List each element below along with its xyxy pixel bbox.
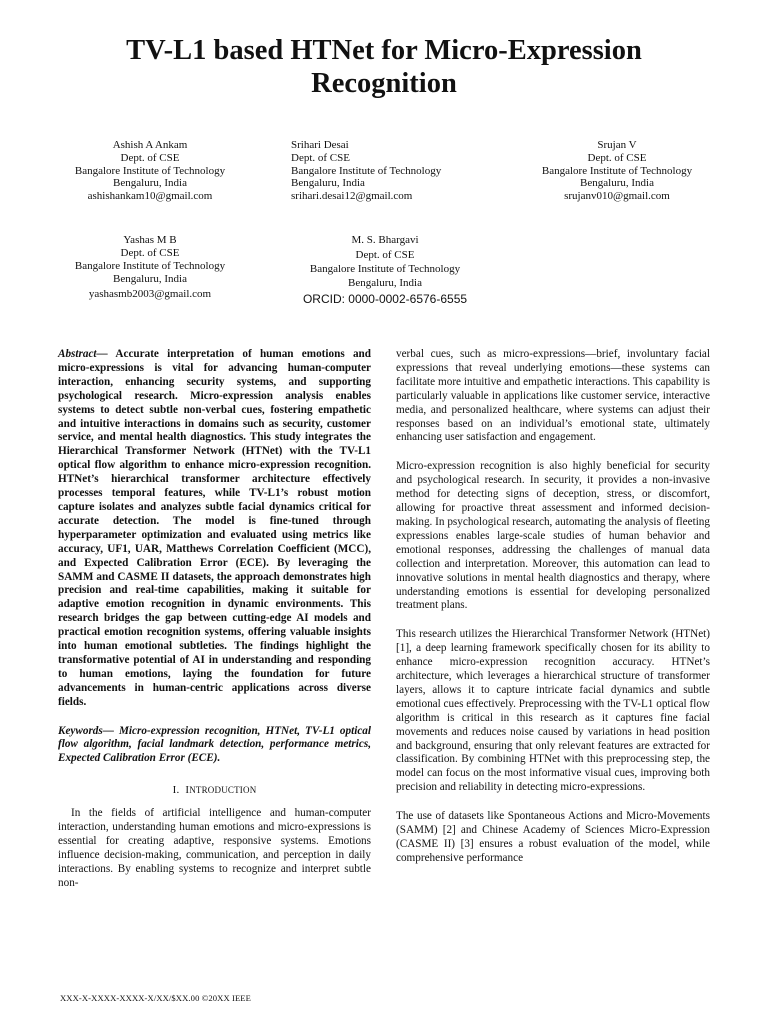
- author-dept: Dept. of CSE: [120, 247, 180, 259]
- author-email: ashishankam10@gmail.com: [87, 190, 213, 203]
- body-paragraph: The use of datasets like Spontaneous Actions and Micro-Movements (SAMM) [2] and Chinese Academy of Sciences Micro-Expression (CASME II) [3] ensures a robust evaluation of the model, while comprehensive performance: [396, 810, 710, 864]
- author-dept: Dept. of CSE: [120, 151, 180, 164]
- left-column: [58, 348, 371, 891]
- author-city: Bengaluru, India: [291, 177, 365, 190]
- author-institution: Bangalore Institute of Technology: [291, 164, 442, 177]
- author-block-1: [55, 139, 245, 203]
- right-column: [396, 348, 710, 866]
- section-number: I.: [172, 784, 180, 797]
- author-institution: Bangalore Institute of Technology: [309, 263, 461, 276]
- section-rest: NTRODUCTION: [189, 785, 257, 796]
- paper-title: TV-L1 based HTNet for Micro-Expression Recognition: [126, 35, 642, 99]
- author-block-4: [55, 234, 245, 301]
- author-institution: Bangalore Institute of Technology: [74, 164, 226, 177]
- body-paragraph: This research utilizes the Hierarchical Transformer Network (HTNet) [1], a deep learning framework specifically chosen for its ability to enhance micro-expression recognition accuracy. HTNet’s architecture, which leverages a hierarchical structure of transformer layers, allows it to capture intricate facial dynamics and subtle emotional cues effectively. Preprocessing with the TV-L1 optical flow algorithm is critical in this research as it captures fine facial movements and reduces noise caused by variations in head position and background, ensuring that only relevant features are extracted for classification. By combining HTNet with this preprocessing step, the model can focus on the most informative visual cues, improving both precision and reliability in detecting micro-expressions.: [396, 628, 710, 794]
- author-dept: Dept. of CSE: [355, 249, 415, 262]
- author-institution: Bangalore Institute of Technology: [541, 164, 693, 177]
- author-block-2: [291, 139, 491, 203]
- author-orcid: ORCID: 0000-0002-6576-6555: [302, 291, 468, 306]
- section-heading-introduction: [58, 784, 371, 798]
- keywords-label: Keywords—: [58, 724, 114, 737]
- body-paragraph: Micro-expression recognition is also highly beneficial for security and psychological research. In security, it provides a non-invasive method for detecting signs of deception, stress, or discomfort, allowing for proactive threat assessment and informed decision-making. In psychological research, automating the analysis of fleeting expressions enables large-scale studies of human behavior and emotional responses, addressing the challenges of manual data collection and interpretation. Moreover, this automation can lead to innovative solutions in mental health diagnostics and therapy, where understanding emotions is essential for developing personalized treatment plans.: [396, 460, 710, 612]
- author-block-5: [290, 234, 480, 306]
- abstract-text: Accurate interpretation of human emotions and micro-expressions is vital for advancing human-computer interaction, enhancing security systems, and supporting psychological research. Micro-expression analysis enables systems to detect subtle non-verbal cues, fostering empathetic and intuitive interactions in domains such as security, customer service, and mental health diagnostics. This study integrates the Hierarchical Transformer Network (HTNet) with the TV-L1 optical flow algorithm to enhance micro-expression recognition. HTNet’s hierarchical transformer architecture effectively processes temporal features, while TV-L1’s robust motion capture isolates and analyzes subtle facial dynamics critical for accurate detection. The model is fine-tuned through hyperparameter optimization and evaluated using metrics like accuracy, UF1, UAR, Matthews Correlation Coefficient (MCC), and Expected Calibration Error (ECE). By leveraging the SAMM and CASME II datasets, the approach demonstrates high precision and real-time capabilities, making it suitable for adaptive emotion recognition in dynamic environments. This research bridges the gap between cutting-edge AI models and practical emotion recognition systems, offering valuable insights into human emotional subtleties. The findings highlight the transformative potential of AI in understanding and responding to human emotions, laying the foundation for future advancements in human-centric applications across diverse fields.: [58, 348, 371, 708]
- author-city: Bengaluru, India: [348, 276, 422, 289]
- author-email: srihari.desai12@gmail.com: [291, 190, 413, 203]
- author-name: M. S. Bhargavi: [351, 234, 419, 246]
- author-name: Ashish A Ankam: [112, 139, 188, 151]
- author-block-3: [522, 139, 712, 203]
- author-city: Bengaluru, India: [113, 273, 187, 285]
- abstract: [58, 348, 371, 710]
- author-dept: Dept. of CSE: [291, 151, 350, 164]
- author-name: Srihari Desai: [291, 139, 349, 151]
- section-initial: I: [185, 784, 190, 797]
- author-dept: Dept. of CSE: [587, 151, 647, 164]
- intro-paragraph: In the fields of artificial intelligence and human-computer interaction, understanding human emotions and micro-expressions is essential for creating adaptive, responsive systems. Emotions influence decision-making, communication, and perception in daily interactions. By enabling systems to recognize and interpret subtle non-: [58, 807, 371, 889]
- author-institution: Bangalore Institute of Technology: [74, 260, 226, 272]
- keywords: [58, 725, 371, 767]
- author-name: Yashas M B: [123, 234, 177, 246]
- author-email: yashasmb2003@gmail.com: [88, 288, 212, 300]
- copyright-footer: XXX-X-XXXX-XXXX-X/XX/$XX.00 ©20XX IEEE: [60, 993, 252, 1003]
- body-paragraph: verbal cues, such as micro-expressions—brief, involuntary facial expressions that reveal underlying emotions—these systems can facilitate more intuitive and empathetic interactions. This capability is particularly valuable in applications like customer service, interactive media, and personalized healthcare, where systems can adjust their responses based on an individual’s emotional state, ultimately enhancing user satisfaction and engagement.: [396, 348, 710, 444]
- keywords-text: Micro-expression recognition, HTNet, TV-L1 optical flow algorithm, facial landmark detection, performance metrics, Expected Calibration Error (ECE).: [58, 724, 371, 765]
- author-email: srujanv010@gmail.com: [564, 190, 670, 203]
- author-city: Bengaluru, India: [113, 177, 187, 190]
- abstract-label: Abstract—: [58, 348, 108, 360]
- author-city: Bengaluru, India: [580, 177, 654, 190]
- author-name: Srujan V: [597, 139, 637, 151]
